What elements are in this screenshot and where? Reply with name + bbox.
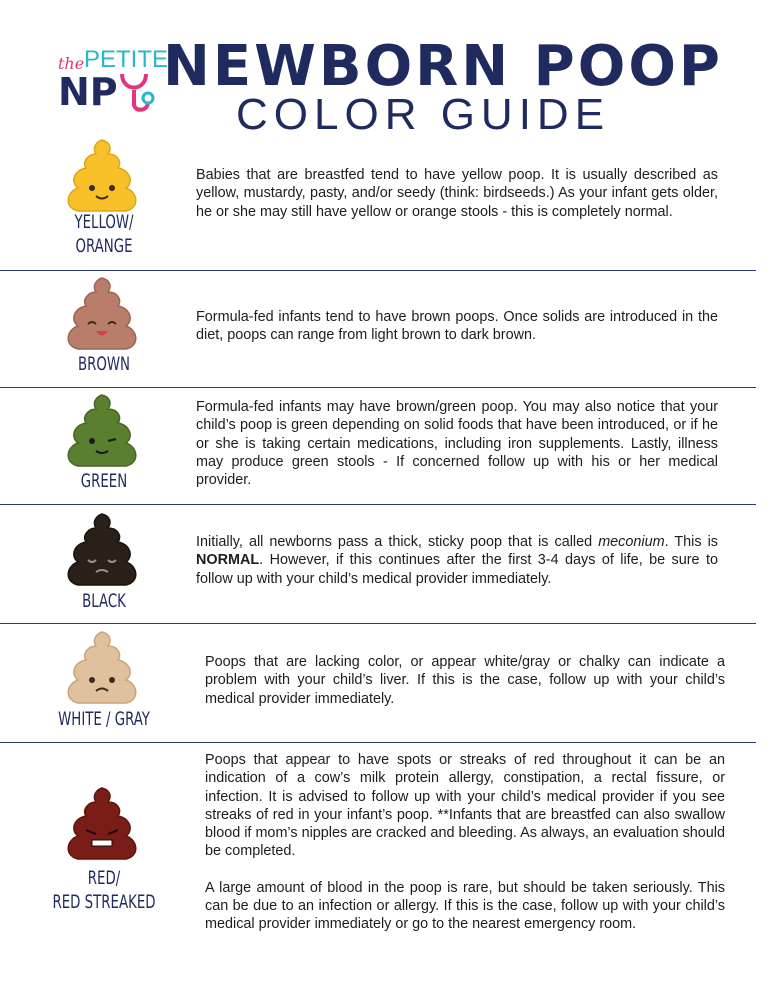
brown-poop-icon <box>62 276 142 351</box>
green-poop-icon <box>62 393 142 468</box>
logo-np-text: NP <box>58 70 118 114</box>
black-poop-icon <box>62 512 142 587</box>
divider <box>0 623 756 624</box>
yellow-poop-icon <box>62 138 142 213</box>
logo-petite-text: PETITE <box>84 46 169 73</box>
page-title: NEWBORN POOP <box>163 34 723 99</box>
white-gray-poop-icon <box>62 630 142 705</box>
divider <box>0 742 756 743</box>
divider <box>0 504 756 505</box>
label-brown: BROWN <box>77 353 131 375</box>
label-red-streaked: RED/ RED STREAKED <box>52 867 156 913</box>
desc-brown: Formula-fed infants tend to have brown poops. Once solids are introduced in the diet, poops can range from light brown to dark brown. <box>196 309 718 344</box>
header <box>0 0 772 140</box>
petite-np-logo <box>58 46 169 116</box>
label-yellow-orange: YELLOW/ ORANGE <box>74 211 134 257</box>
desc-green: Formula-fed infants may have brown/green poop. You may also notice that your child’s poop is green depending on solid foods that have been introduced, or if he or she is taking certain medications, including iron supplements. Lastly, illness may produce green stools - If concerned follow up with his or her medical provider. <box>196 399 718 489</box>
label-white-gray: WHITE / GRAY <box>58 708 150 730</box>
divider <box>0 270 756 271</box>
page-subtitle: COLOR GUIDE <box>236 90 611 139</box>
label-green: GREEN <box>80 470 128 492</box>
stethoscope-icon <box>118 72 158 114</box>
desc-black: Initially, all newborns pass a thick, sticky poop that is called meconium. This is NORMAL. However, if this continues after the first 3-4 days of life, be sure to follow up with your child’s medical provider immediately. <box>196 534 718 587</box>
desc-red-streaked: Poops that appear to have spots or streaks of red throughout it can be an indication of a cow’s milk protein allergy, constipation, a rectal fissure, or infection. It is advised to follow up with your child’s medical provider if you see streaks of red in your infant’s poop. **Infants that are breastfed can also swallow blood if mom’s nipples are cracked and bleeding. As always, an evaluation should be completed. A large amount of blood in the poop is rare, but should be taken seriously. This can be due to an infection or allergy. If this is the case, follow up with your child’s medical provider immediately or go to the nearest emergency room. <box>205 752 725 933</box>
desc-white-gray: Poops that are lacking color, or appear white/gray or chalky can indicate a problem with your child’s liver. If this is the case, follow up with your child’s medical provider immediately. <box>205 654 725 707</box>
red-poop-icon <box>62 786 142 861</box>
divider <box>0 387 756 388</box>
desc-yellow-orange: Babies that are breastfed tend to have yellow poop. It is usually described as yellow, mustardy, pasty, and/or seedy (think: birdseeds.) As your infant gets older, he or she may still have yellow or orange stools - this is completely normal. <box>196 167 718 220</box>
label-black: BLACK <box>82 590 126 612</box>
logo-the-text: the <box>58 54 85 73</box>
